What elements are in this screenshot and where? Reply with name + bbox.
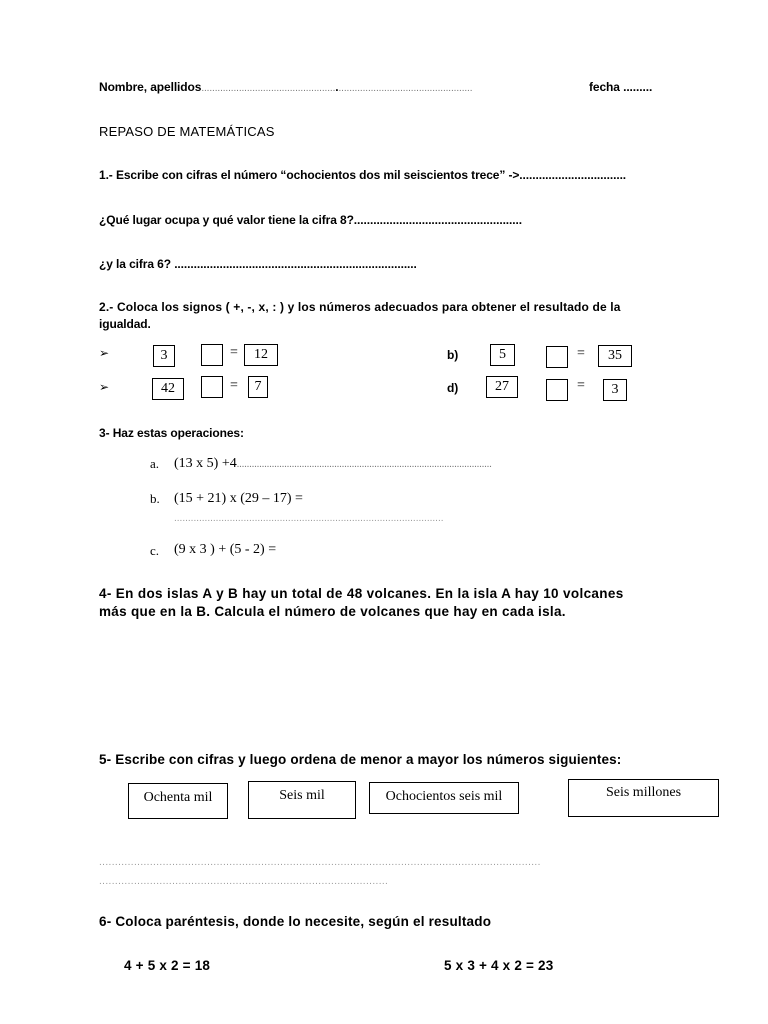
q2-operand-box: 5	[490, 344, 515, 366]
q2-operand-box: 27	[486, 376, 518, 398]
q2-text-line2: igualdad.	[99, 317, 151, 331]
q4-line1: 4- En dos islas A y B hay un total de 48 volcanes. En la isla A hay 10 volcanes	[99, 586, 624, 601]
q2-text-line1: 2.- Coloca los signos ( +, -, x, : ) y los números adecuados para obtener el resultado de la	[99, 300, 621, 314]
q2-label-b: b)	[447, 348, 459, 362]
q3-a-label: a.	[150, 456, 160, 471]
q2-result-box: 3	[603, 379, 627, 401]
q6-eq1: 4 + 5 x 2 = 18	[124, 958, 211, 973]
q5-number-box: Ochenta mil	[128, 783, 228, 819]
date-label: fecha .........	[589, 80, 653, 94]
q5-number-box: Seis millones	[568, 779, 719, 817]
name-dots: ..................................................	[201, 83, 336, 94]
q2-label-d: d)	[447, 381, 459, 395]
q3-c-expr: (9 x 3 ) + (5 - 2) =	[174, 542, 277, 557]
q3-a-dots: ......................................................................................................	[236, 459, 492, 470]
q2-operand-box: 3	[153, 345, 175, 367]
q2-blank-box[interactable]	[201, 344, 223, 366]
q1-text: 1.- Escribe con cifras el número “ochocientos dos mil seiscientos trece” ->.................................	[99, 168, 627, 182]
q2-blank-box[interactable]	[546, 346, 568, 368]
q2-result-box: 35	[598, 345, 632, 367]
q2-operand-box: 42	[152, 378, 184, 400]
q2-blank-box[interactable]	[201, 376, 223, 398]
equals-sign: =	[230, 345, 238, 360]
q5-title: 5- Escribe con cifras y luego ordena de menor a mayor los números siguientes:	[99, 752, 622, 767]
q3-b-expr: (15 + 21) x (29 – 17) =	[174, 491, 303, 506]
q2-result-box: 12	[244, 344, 278, 366]
q3-title: 3- Haz estas operaciones:	[99, 426, 244, 440]
q6-title: 6- Coloca paréntesis, donde lo necesite, según el resultado	[99, 914, 492, 929]
q1-line3: ¿y la cifra 6? ...........................................................................	[99, 257, 417, 271]
q5-dots-1: ...........................................................................................................................................	[99, 857, 541, 868]
page-title: REPASO DE MATEMÁTICAS	[99, 124, 275, 139]
q3-a-expr: (13 x 5) +4	[174, 456, 237, 471]
bullet-icon: ➢	[99, 380, 110, 394]
equals-sign: =	[577, 378, 585, 393]
q3-b-dots: .................................................................................................	[174, 513, 444, 524]
name-label: Nombre, apellidos.....................................................................................................	[99, 80, 473, 94]
bullet-icon: ➢	[99, 346, 110, 360]
q2-result-box: 7	[248, 376, 268, 398]
q3-c-label: c.	[150, 543, 160, 558]
q5-dots-2: ...........................................................................................	[99, 876, 389, 887]
q6-eq2: 5 x 3 + 4 x 2 = 23	[444, 958, 554, 973]
q4-line2: más que en la B. Calcula el número de volcanes que hay en cada isla.	[99, 604, 566, 619]
equals-sign: =	[577, 346, 585, 361]
q3-a-row	[174, 456, 492, 472]
equals-sign: =	[230, 378, 238, 393]
q5-number-box: Ochocientos seis mil	[369, 782, 519, 814]
q3-b-label: b.	[150, 491, 160, 506]
q5-number-box: Seis mil	[248, 781, 356, 819]
name-dots-2: ..................................................	[338, 83, 473, 94]
q1-line2: ¿Qué lugar ocupa y qué valor tiene la cifra 8?....................................................	[99, 213, 522, 227]
q2-blank-box[interactable]	[546, 379, 568, 401]
